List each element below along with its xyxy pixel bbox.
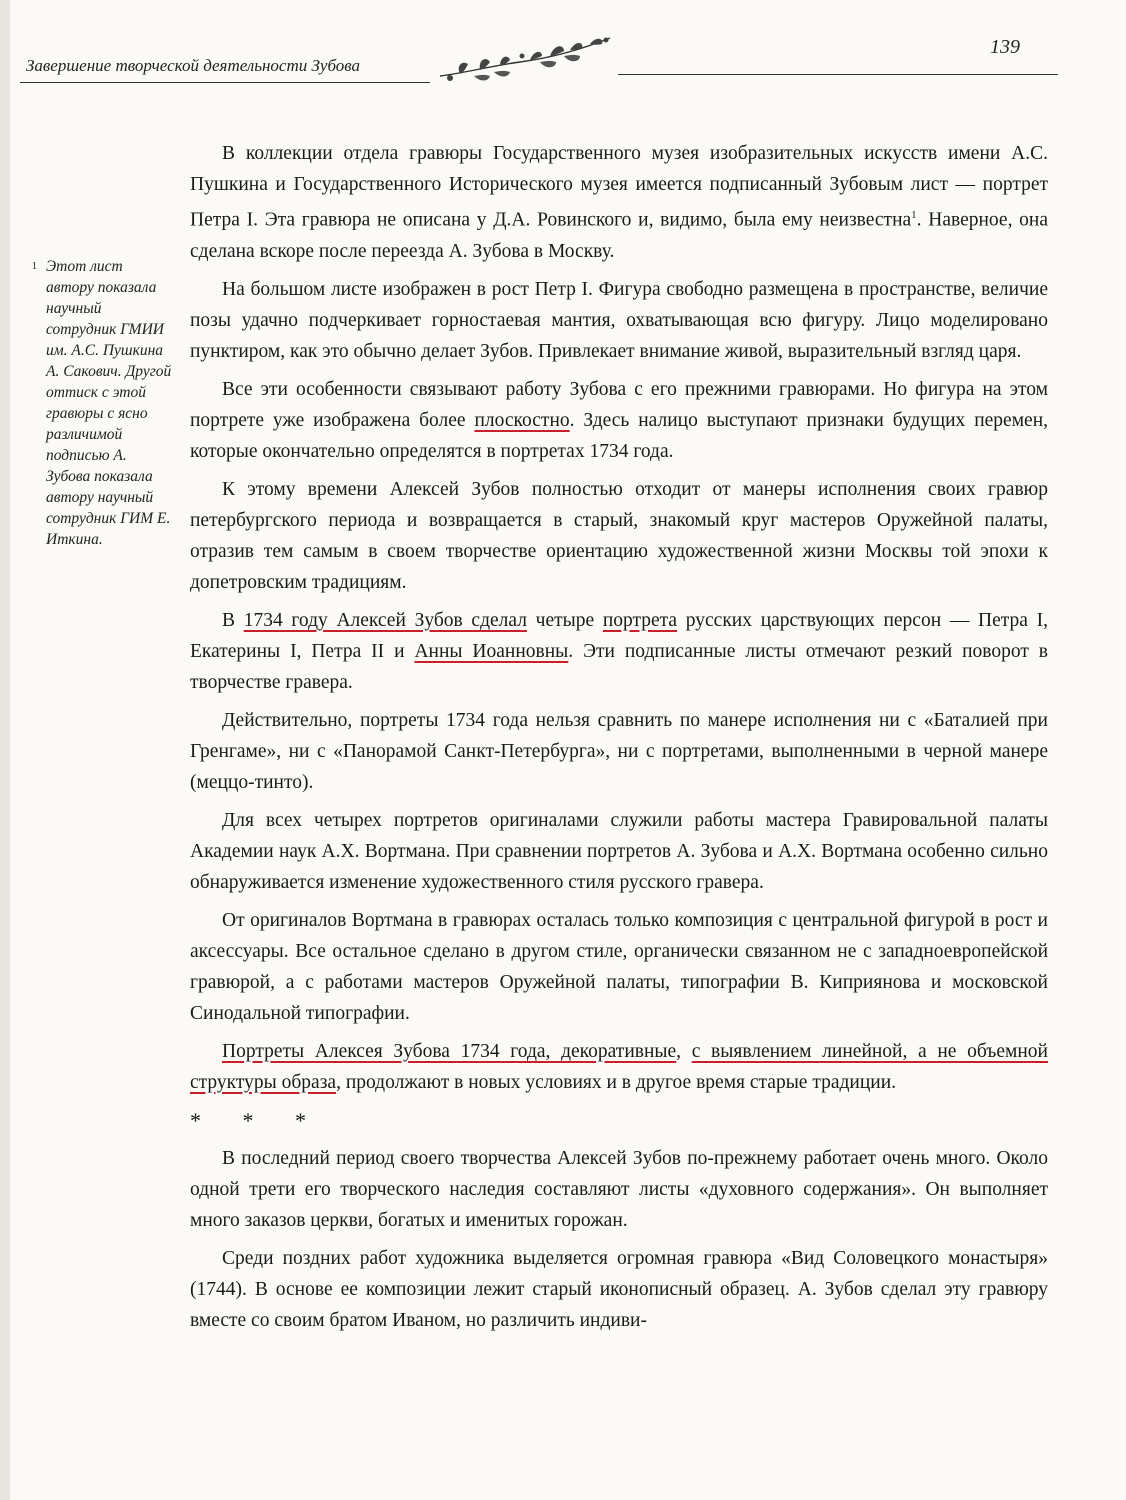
- paragraph: [190, 138, 1048, 267]
- text-span: . Наверное, она сделана вскоре после переезда А. Зубова в Москву.: [190, 209, 1049, 262]
- section-separator: * * *: [190, 1107, 324, 1133]
- paragraph: Среди поздних работ художника выделяется огромная гравюра «Вид Соловецкого монастыря» (1744). В основе ее композиции лежит старый иконописный образец. А. Зубов сделал эту гравюру вместе со своим братом Иваном, но различить индиви-: [190, 1247, 1048, 1331]
- running-title: Завершение творческой деятельности Зубова: [26, 56, 361, 75]
- main-text: [190, 138, 1048, 1343]
- page-header: [20, 30, 1110, 100]
- red-underlined-text: с выявлением линейной, а не объемной структуры образа: [190, 1040, 1048, 1093]
- paragraph: [190, 605, 1048, 698]
- footnote-ref: 1: [911, 209, 917, 221]
- text-span: . Здесь налицо выступают признаки будущих перемен, которые окончательно определятся в портретах 1734 года.: [190, 409, 1049, 462]
- footnote-text: Этот лист автору показала научный сотрудник ГМИИ им. А.С. Пушкина А. Сакович. Другой оттиск с этой гравюры с ясно различимой подписью А. Зубова показала автору научный сотрудник ГИМ Е. Иткина.: [46, 258, 172, 548]
- paragraph: В последний период своего творчества Алексей Зубов по-прежнему работает очень много. Около одной трети его творческого наследия составляют листы «духовного содержания». Он выполняет много заказов церкви, богатых и именитых горожан.: [190, 1147, 1048, 1231]
- red-underlined-text: 1734 году Алексей Зубов сделал: [243, 609, 527, 631]
- text-span: ,: [676, 1040, 692, 1062]
- paragraph: Действительно, портреты 1734 года нельзя сравнить по манере исполнения ни с «Баталией при Гренгаме», ни с «Панорамой Санкт-Петербурга», ни с портретами, выполненными в черной манере (меццо-тинто).: [190, 709, 1048, 793]
- text-span: Все эти особенности связывают работу Зубова с его прежними гравюрами. Но фигура на этом портрете уже изображена более: [190, 378, 1048, 431]
- text-span: В коллекции отдела гравюры Государственного музея изобразительных искусств имени А.С. Пушкина и Государственного Исторического музея имеется подписанный Зубовым лист — портрет Петра I. Эта гравюра не описана у Д.А. Ровинского и, видимо, была ему неизвестна: [190, 143, 1048, 231]
- red-underlined-text: плоскостно: [474, 409, 570, 431]
- paragraph: Для всех четырех портретов оригиналами служили работы мастера Гравировальной палаты Академии наук А.Х. Вортмана. При сравнении портретов А. Зубова и А.Х. Вортмана особенно сильно обнаруживается изменение художественного стиля русского гравера.: [190, 809, 1048, 893]
- text-span: . Эти подписанные листы отмечают резкий поворот в творчестве гравера.: [190, 640, 1048, 693]
- paragraph: От оригиналов Вортмана в гравюрах осталась только композиция с центральной фигурой в рост и аксессуары. Все остальное сделано в другом стиле, органически связанном не с западноевропейской гравюрой, а с работами мастеров Оружейной палаты, типографии В. Киприянова и московской Синодальной типографии.: [190, 909, 1048, 1024]
- text-span: , продолжают в новых условиях и в другое время старые традиции.: [336, 1071, 897, 1093]
- red-underlined-text: портрета: [602, 609, 678, 631]
- paragraph: На большом листе изображен в рост Петр I. Фигура свободно размещена в пространстве, величие позы удачно подчеркивает горностаевая мантия, охватывающая всю фигуру. Лицо моделировано пунктиром, как это обычно делает Зубов. Привлекает внимание живой, выразительный взгляд царя.: [190, 278, 1048, 362]
- red-underlined-text: Портреты Алексея Зубова 1734 года, декоративные: [222, 1040, 677, 1062]
- header-rule-left: [20, 82, 430, 83]
- header-rule-right: [618, 74, 1058, 75]
- paragraph: [190, 1036, 1048, 1098]
- red-underlined-text: Анны Иоанновны: [414, 640, 569, 662]
- floral-ornament-icon: [430, 32, 620, 92]
- paragraph: [190, 374, 1048, 467]
- paragraph: К этому времени Алексей Зубов полностью отходит от манеры исполнения своих гравюр петербургского периода и возвращается в старый, знакомый круг мастеров Оружейной палаты, отразив тем самым в своем творчестве ориентацию художественной жизни Москвы той эпохи к допетровским традициям.: [190, 478, 1048, 593]
- footnote-sidenote: [32, 256, 172, 550]
- page-number: 139: [990, 36, 1020, 58]
- page-gutter-edge: [0, 0, 10, 1500]
- text-span: четыре: [526, 609, 603, 631]
- text-span: русских царствующих персон — Петра I, Екатерины I, Петра II и: [190, 609, 1048, 662]
- footnote-marker: 1: [32, 261, 37, 272]
- text-span: В: [222, 609, 244, 631]
